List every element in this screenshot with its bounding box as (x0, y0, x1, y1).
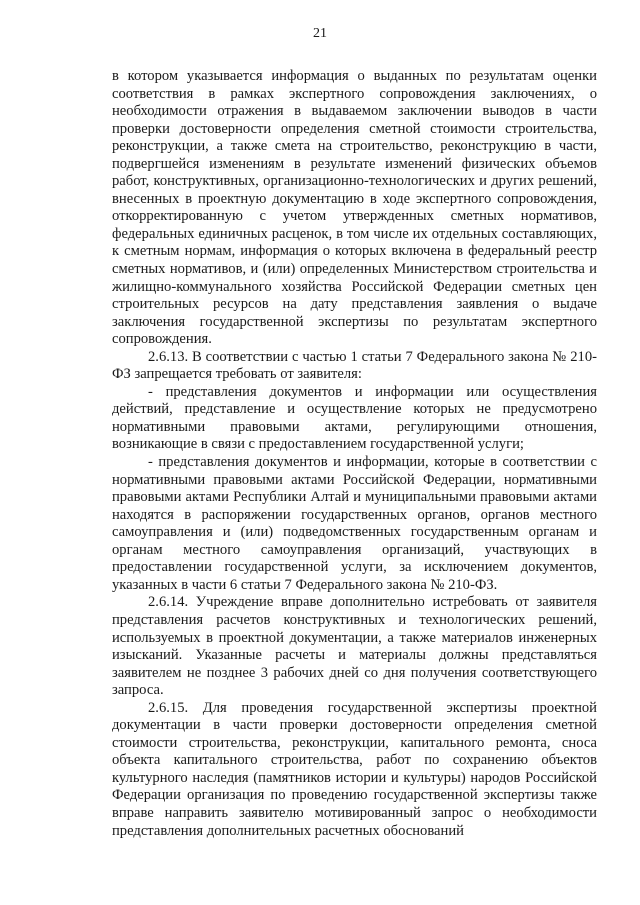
paragraph-2-6-14: 2.6.14. Учреждение вправе дополнительно истребовать от заявителя представления расчетов конструктивных и технологических решений, используемых в проектной документации, а также материалов инженерных изысканий. Указанные расчеты и материалы должны представляться заявителем не позднее 3 рабочих дней со дня получения соответствующего запроса. (112, 594, 597, 699)
list-item-prohibition-2: - представления документов и информации, которые в соответствии с нормативными правовыми актами Российской Федерации, нормативными правовыми актами Республики Алтай и муниципальными правовыми актами находятся в распоряжении государственных органов, органов местного самоуправления и (или) подведомственных государственным органам и органам местного самоуправления организаций, участвующих в предоставлении государственной услуги, за исключением документов, указанных в части 6 статьи 7 Федерального закона № 210-ФЗ. (112, 454, 597, 593)
paragraph-2-6-13: 2.6.13. В соответствии с частью 1 статьи 7 Федерального закона № 210-ФЗ запрещается требовать от заявителя: (112, 348, 597, 383)
paragraph-continuation: в котором указывается информация о выданных по результатам оценки соответствия в рамках экспертного сопровождения заключениях, о необходимости отражения в выдаваемом заключении выводов в части проверки достоверности определения сметной стоимости строительства, реконструкции, а также смета на строительство, реконструкцию в части, подвергшейся изменениям в результате изменений физических объемов работ, конструктивных, организационно-технологических и других решений, внесенных в проектную документацию в ходе экспертного сопровождения, откорректированную с учетом утвержденных сметных нормативов, федеральных единичных расценок, в том числе их отдельных составляющих, к сметным нормам, информация о которых включена в федеральный реестр сметных нормативов, и (или) определенных Министерством строительства и жилищно-коммунального хозяйства Российской Федерации сметных цен строительных ресурсов на дату представления заявления о выдаче заключения государственной экспертизы по результатам экспертного сопровождения. (112, 68, 597, 348)
page-number: 21 (313, 26, 327, 41)
document-body (112, 68, 597, 840)
paragraph-2-6-15: 2.6.15. Для проведения государственной экспертизы проектной документации в части проверки достоверности определения сметной стоимости строительства, реконструкции, капитального ремонта, сноса объекта капитального строительства, работ по сохранению объектов культурного наследия (памятников истории и культуры) народов Российской Федерации организация по проведению государственной экспертизы также вправе направить заявителю мотивированный запрос о необходимости представления дополнительных расчетных обоснований (112, 699, 597, 839)
list-item-prohibition-1: - представления документов и информации или осуществления действий, представление и осуществление которых не предусмотрено нормативными правовыми актами, регулирующими отношения, возникающие в связи с предоставлением государственной услуги; (112, 383, 597, 453)
